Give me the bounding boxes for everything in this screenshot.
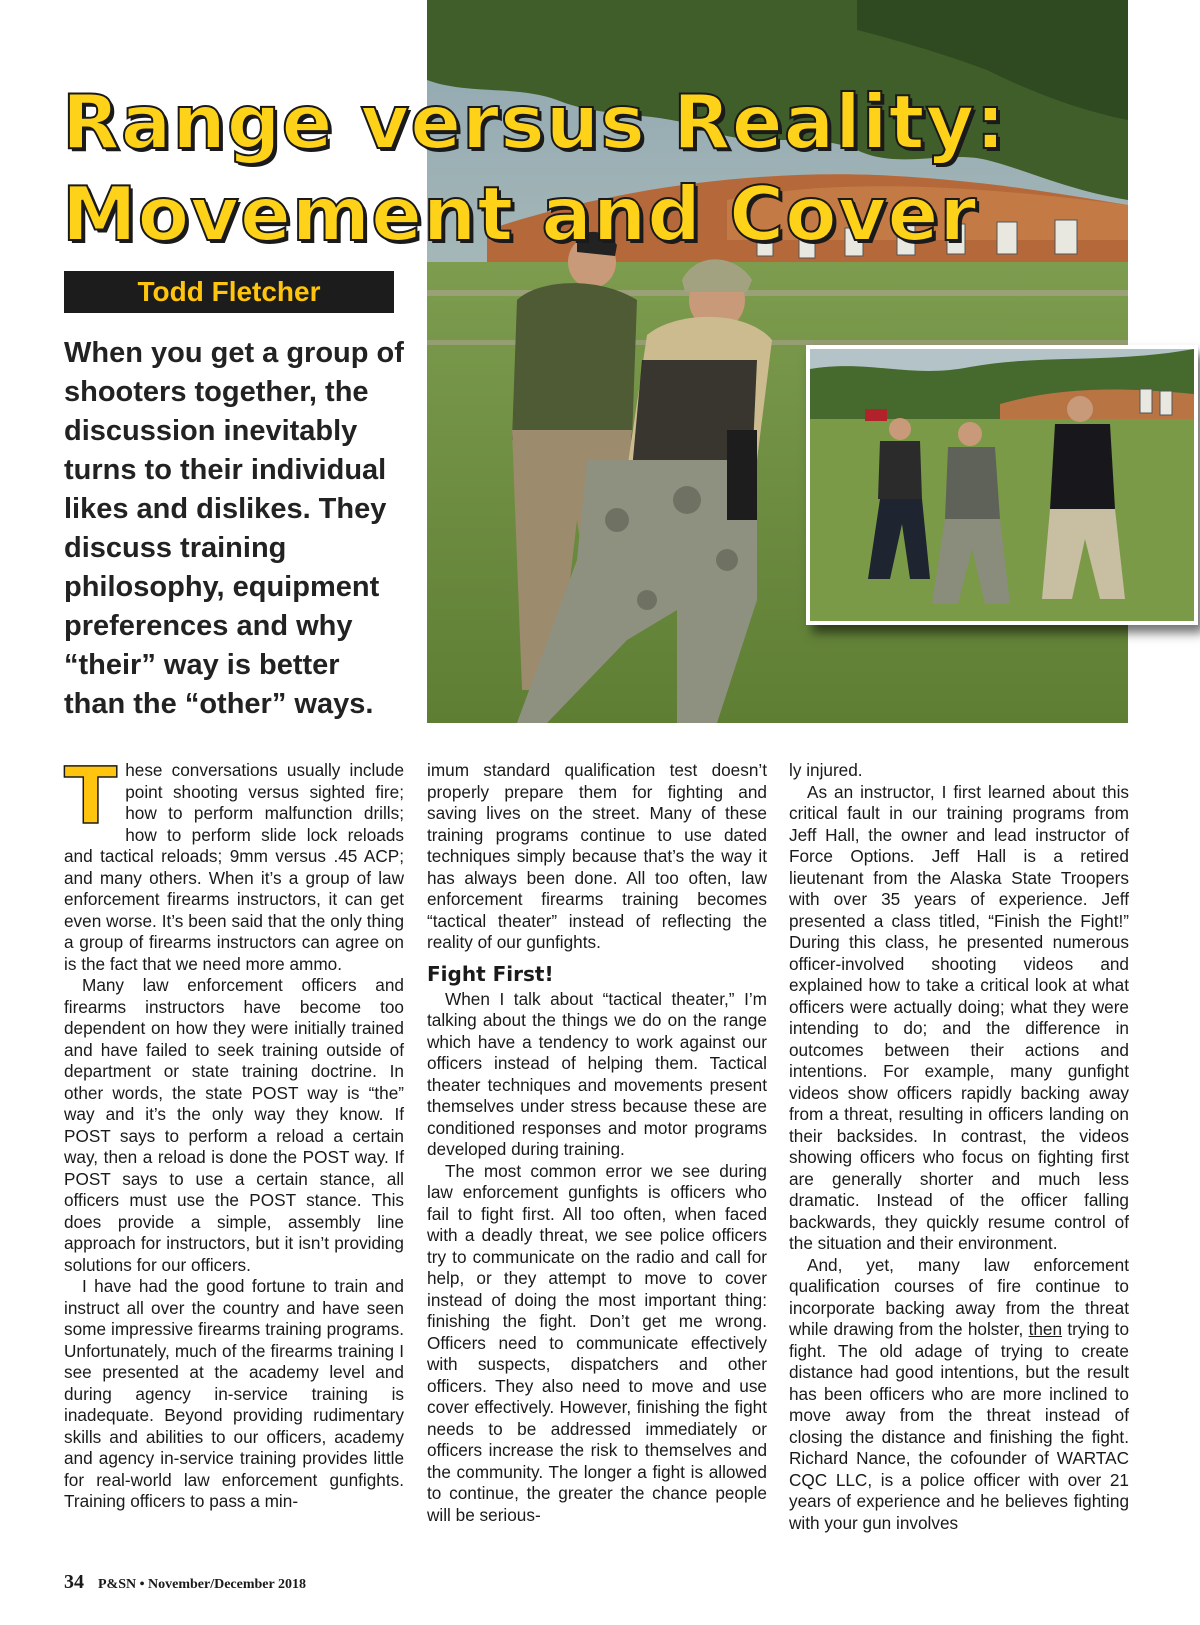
body-column-3: [789, 760, 1129, 1534]
paragraph: As an instructor, I first learned about this critical fault in our training programs from Jeff Hall, the owner and lead instructor of Force Options. Jeff Hall is a retired lieutenant from the Alaska State Troopers with over 35 years of experience. Jeff presented a class titled, “Finish the Fight!” During this class, he presented numerous officer-involved shooting videos and explained how to take a critical look at what officers were actually doing; what they were intending to do; and the difference in outcomes between their actions and intentions. For example, many gunfight videos show officers rapidly backing away from a threat, resulting in officers landing on their backsides. In contrast, the videos showing officers who focus on fighting first are generally shorter and much less dramatic. Instead of the officer falling backwards, they quickly resume control of the situation and their environment.: [789, 781, 1129, 1253]
paragraph: ly injured.: [789, 760, 863, 780]
body-column-1: [64, 752, 404, 1513]
paragraph: I have had the good fortune to train and instruct all over the country and have seen some impressive firearms training programs. Unfortunately, much of the firearms training I see presented at the academy level and during agency in-service training is inadequate. Beyond providing rudimentary skills and abilities to our officers, academy and agency in-service training provides little for real-world law enforcement gunfights. Training officers to pass a min-: [64, 1276, 404, 1511]
article-title: [62, 76, 1062, 260]
paragraph: The most common error we see during law enforcement gunfights is officers who fail to fight first. All too often, when faced with a deadly threat, we see police officers try to communicate on the radio and call for help, or they attempt to move to cover instead of doing the most important thing: finishing the fight. Don’t get me wrong. Officers need to communicate effectively with suspects, dispatchers and other officers. They also need to move and use cover effectively. However, finishing the fight needs to be addressed immediately or officers increase the risk to themselves and the community. The longer a fight is allowed to continue, the greater the chance people will be serious-: [427, 1160, 767, 1525]
underlined-word: then: [1028, 1319, 1063, 1339]
body-column-2: [427, 760, 767, 1526]
title-line-2: Movement and Cover: [62, 170, 978, 258]
publication-info: P&SN • November/December 2018: [98, 1577, 306, 1592]
page-footer: [64, 1571, 306, 1594]
page-number: 34: [64, 1571, 84, 1593]
paragraph: Many law enforcement officers and firearms instructors have become too dependent on how they were initially trained and have failed to seek training outside of department or state training doctrine. In other words, the state POST way is “the” way and it’s the only way they know. If POST says to perform a reload a certain way, then a reload is done the POST way. If POST says to use a certain stance, all officers must use the POST stance. This does provide a simple, assembly line approach for instructors, but it isn’t providing solutions for our officers.: [64, 975, 404, 1275]
inset-photo: [806, 345, 1198, 625]
paragraph: These conversations usually include point shooting versus sighted fire; how to perform malfunction drills; how to perform slide lock reloads and tactical reloads; 9mm versus .45 ACP; and many others. When it’s a group of law enforcement firearms instructors, it can get even worse. It’s been said that the only thing a group of firearms instructors can agree on is the fact that we need more ammo.: [64, 752, 404, 974]
article-deck: When you get a group of shooters together, the discussion inevitably turns to their individual likes and dislikes. They discuss training philosophy, equipment preferences and why “their” way is better than the “other” ways.: [64, 337, 404, 720]
paragraph: imum standard qualification test doesn’t properly prepare them for fighting and saving lives on the street. Many of these training programs continue to use dated techniques simply because that’s the way it has always been done. All too often, law enforcement firearms training becomes “tactical theater” instead of reflecting the reality of our gunfights.: [427, 760, 767, 952]
section-subhead: Fight First!: [427, 961, 554, 986]
title-line-1: Range versus Reality:: [62, 78, 1007, 166]
author-byline: Todd Fletcher: [64, 271, 394, 313]
drop-cap: T: [64, 752, 118, 842]
paragraph: And, yet, many law enforcement qualification courses of fire continue to incorporate backing away from the threat while drawing from the holster, then trying to fight. The old adage of trying to create distance had good intentions, but the result has been officers who are more inclined to move away from the threat instead of closing the distance and finishing the fight. Richard Nance, the cofounder of WARTAC CQC LLC, is a police officer with over 21 years of experience and he believes fighting with your gun involves: [789, 1254, 1130, 1533]
paragraph: When I talk about “tactical theater,” I’m talking about the things we do on the range which have a tendency to work against our officers instead of helping them. Tactical theater techniques and movements present themselves under stress because these are conditioned responses and motor programs developed during training.: [427, 988, 767, 1159]
